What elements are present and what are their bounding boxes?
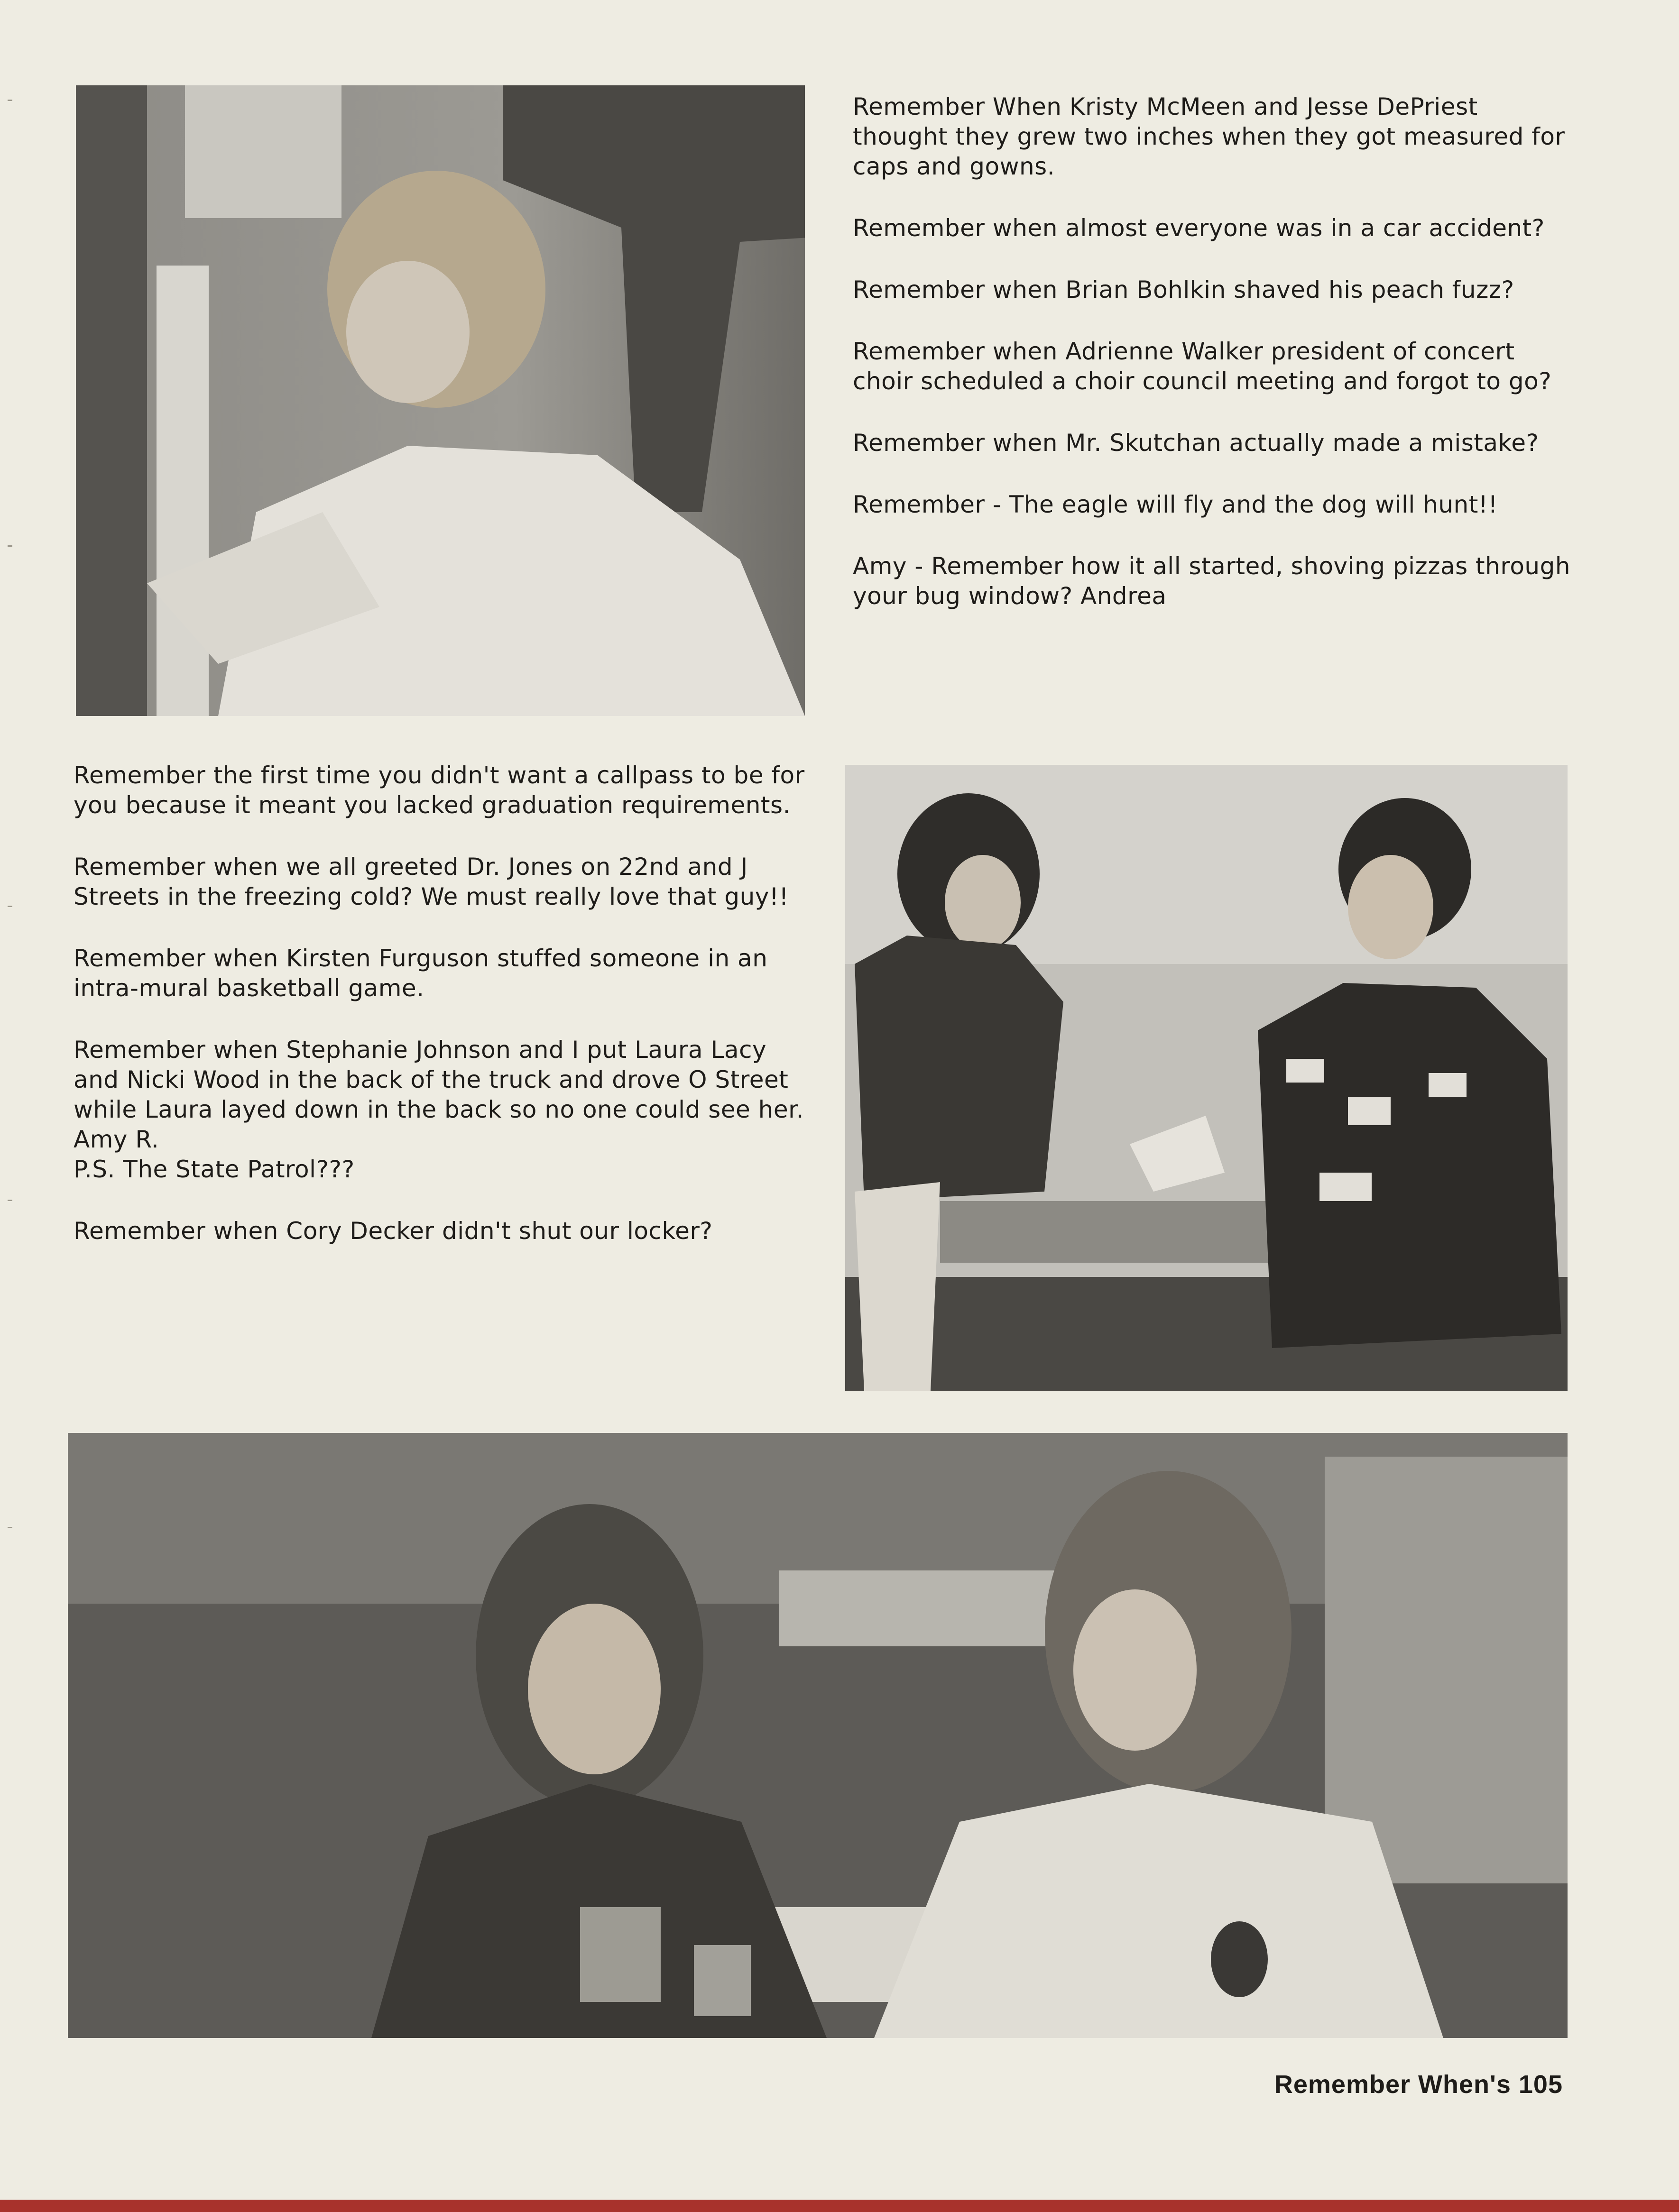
margin-mark [8, 545, 12, 547]
photo-cafeteria-students [68, 1433, 1568, 2038]
middle-left-remember-list [74, 761, 813, 1278]
margin-mark [8, 1200, 12, 1201]
photo-girl-at-locker [76, 85, 805, 716]
page-footer [1274, 2070, 1563, 2099]
remember-item: Remember when Brian Bohlkin shaved his peach fuzz? [853, 276, 1514, 303]
remember-item: Remember when we all greeted Dr. Jones on 22nd and J Streets in the freezing cold? We must really love that guy!! [74, 853, 789, 910]
footer-section-title: Remember When's [1274, 2070, 1511, 2099]
page-number: 105 [1518, 2070, 1563, 2099]
margin-mark [8, 1527, 12, 1528]
remember-item: Remember when Cory Decker didn't shut our locker? [74, 1217, 713, 1245]
remember-item: Remember when Mr. Skutchan actually made a mistake? [853, 429, 1539, 457]
margin-mark [8, 906, 12, 907]
margin-mark [8, 100, 12, 101]
remember-item: Remember when Adrienne Walker president of concert choir scheduled a choir council meeting and forgot to go? [853, 338, 1552, 395]
remember-item: Remember When Kristy McMeen and Jesse DePriest thought they grew two inches when they got measured for caps and gowns. [853, 93, 1565, 180]
top-right-remember-list [853, 92, 1578, 643]
remember-item: Remember when almost everyone was in a car accident? [853, 214, 1545, 242]
remember-item: Remember when Stephanie Johnson and I put Laura Lacy and Nicki Wood in the back of the truck and drove O Street while Laura layed down in the back so no one could see her. Amy R. P.S. The State Patrol??? [74, 1036, 804, 1183]
remember-item: Remember - The eagle will fly and the dog will hunt!! [853, 491, 1498, 518]
photo-two-students-sitting [845, 765, 1568, 1391]
remember-item: Amy - Remember how it all started, shoving pizzas through your bug window? Andrea [853, 552, 1571, 610]
remember-item: Remember when Kirsten Furguson stuffed someone in an intra-mural basketball game. [74, 945, 768, 1002]
remember-item: Remember the first time you didn't want a callpass to be for you because it meant you lacked graduation requirements. [74, 762, 805, 819]
page-edge-strip [0, 2200, 1679, 2212]
